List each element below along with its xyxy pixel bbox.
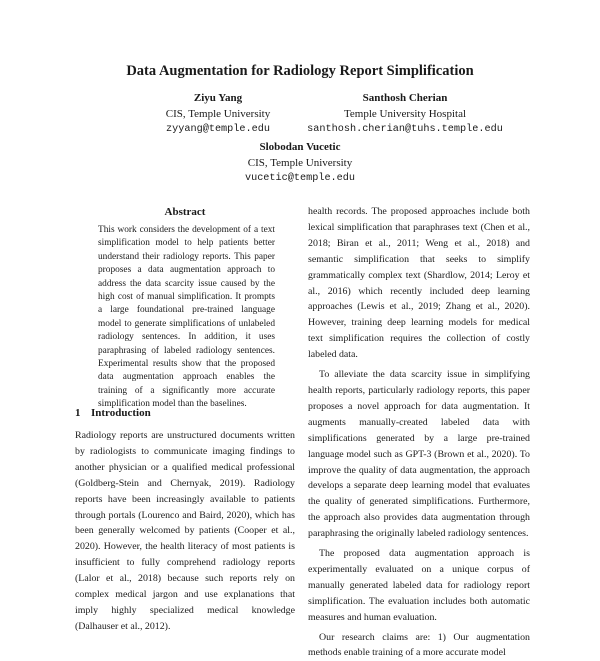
section-heading-introduction	[75, 407, 305, 419]
body-paragraph: Radiology reports are unstructured documents written by radiologists to communicate imaging findings to another physician or a qualified medical professional (Goldberg-Stein and Chernyak, 2019). Radiology reports have been increasingly available to patients through portals (Lourenco and Baird, 2020), which has been generally welcomed by patients (Cooper et al., 2020). However, the health literacy of most patients is insufficient to fully comprehend radiology reports (Lalor et al., 2018) because such reports rely on complex medical jargon and use explanations that imply highly specialized medical knowledge (Dalhauser et al., 2012).	[75, 430, 295, 632]
body-paragraph: health records. The proposed approaches include both lexical simplification that paraphrases text (Chen et al., 2018; Biran et al., 2011; Weng et al., 2018) and semantic simplification that seeks to simplify grammatically complex text (Shardlow, 2014; Leroy et al., 2016) which recently included deep learning approaches (Lewis et al., 2019; Zhang et al., 2020). However, training deep learning models for medical text simplification requires the collection of costly labeled data.	[308, 206, 530, 361]
author-name: Ziyu Yang	[193, 92, 243, 104]
author-affiliation: CIS, Temple University	[165, 108, 271, 120]
author-email[interactable]: santhosh.cherian@tuhs.temple.edu	[307, 124, 503, 135]
right-column-body	[308, 204, 530, 659]
section-number: 1	[75, 407, 81, 419]
author-email[interactable]: vucetic@temple.edu	[244, 173, 356, 184]
left-column-body	[75, 428, 295, 632]
abstract-heading: Abstract	[164, 206, 206, 218]
body-paragraph: Our research claims are: 1) Our augmentation methods enable training of a more accurate model	[308, 631, 530, 659]
author-affiliation: Temple University Hospital	[343, 108, 467, 120]
author-1	[128, 90, 308, 138]
body-paragraph: The proposed data augmentation approach is experimentally evaluated on a unique corpus of manually generated labeled data for radiology report simplification. The evaluation includes both automatic measures and human evaluation.	[308, 548, 530, 623]
paper-title: Data Augmentation for Radiology Report Simplification	[126, 63, 474, 79]
abstract-text: This work considers the development of a text simplification model to help patients better understand their radiology reports. This paper proposes a data augmentation approach to address the data scarcity issue caused by the high cost of manual simplification. It prompts a large foundational pre-trained language model to generate simplifications of unlabeled radiology sentences. In addition, it uses paraphrasing of labeled radiology sentences. Experimental results show that the proposed data augmentation approach enables the training of a significantly more accurate simplification model than the baselines.	[98, 225, 275, 410]
author-3	[200, 139, 400, 187]
author-affiliation: CIS, Temple University	[247, 157, 353, 169]
author-name: Slobodan Vucetic	[259, 141, 341, 153]
section-title: Introduction	[91, 407, 151, 419]
author-name: Santhosh Cherian	[362, 92, 448, 104]
body-paragraph: To alleviate the data scarcity issue in simplifying health reports, particularly radiology reports, this paper proposes a novel approach for data augmentation. It augments manually-created labeled data with simplifications generated by a large pre-trained language model such as GPT-3 (Brown et al., 2020). To improve the quality of data augmentation, the approach develops a separate deep learning model that evaluates the quality of generated simplifications. Furthermore, the approach also provides data augmentation through paraphrasing the originally labeled radiology sentences.	[308, 369, 530, 540]
author-email[interactable]: zyyang@temple.edu	[166, 124, 270, 135]
author-2	[300, 90, 510, 138]
